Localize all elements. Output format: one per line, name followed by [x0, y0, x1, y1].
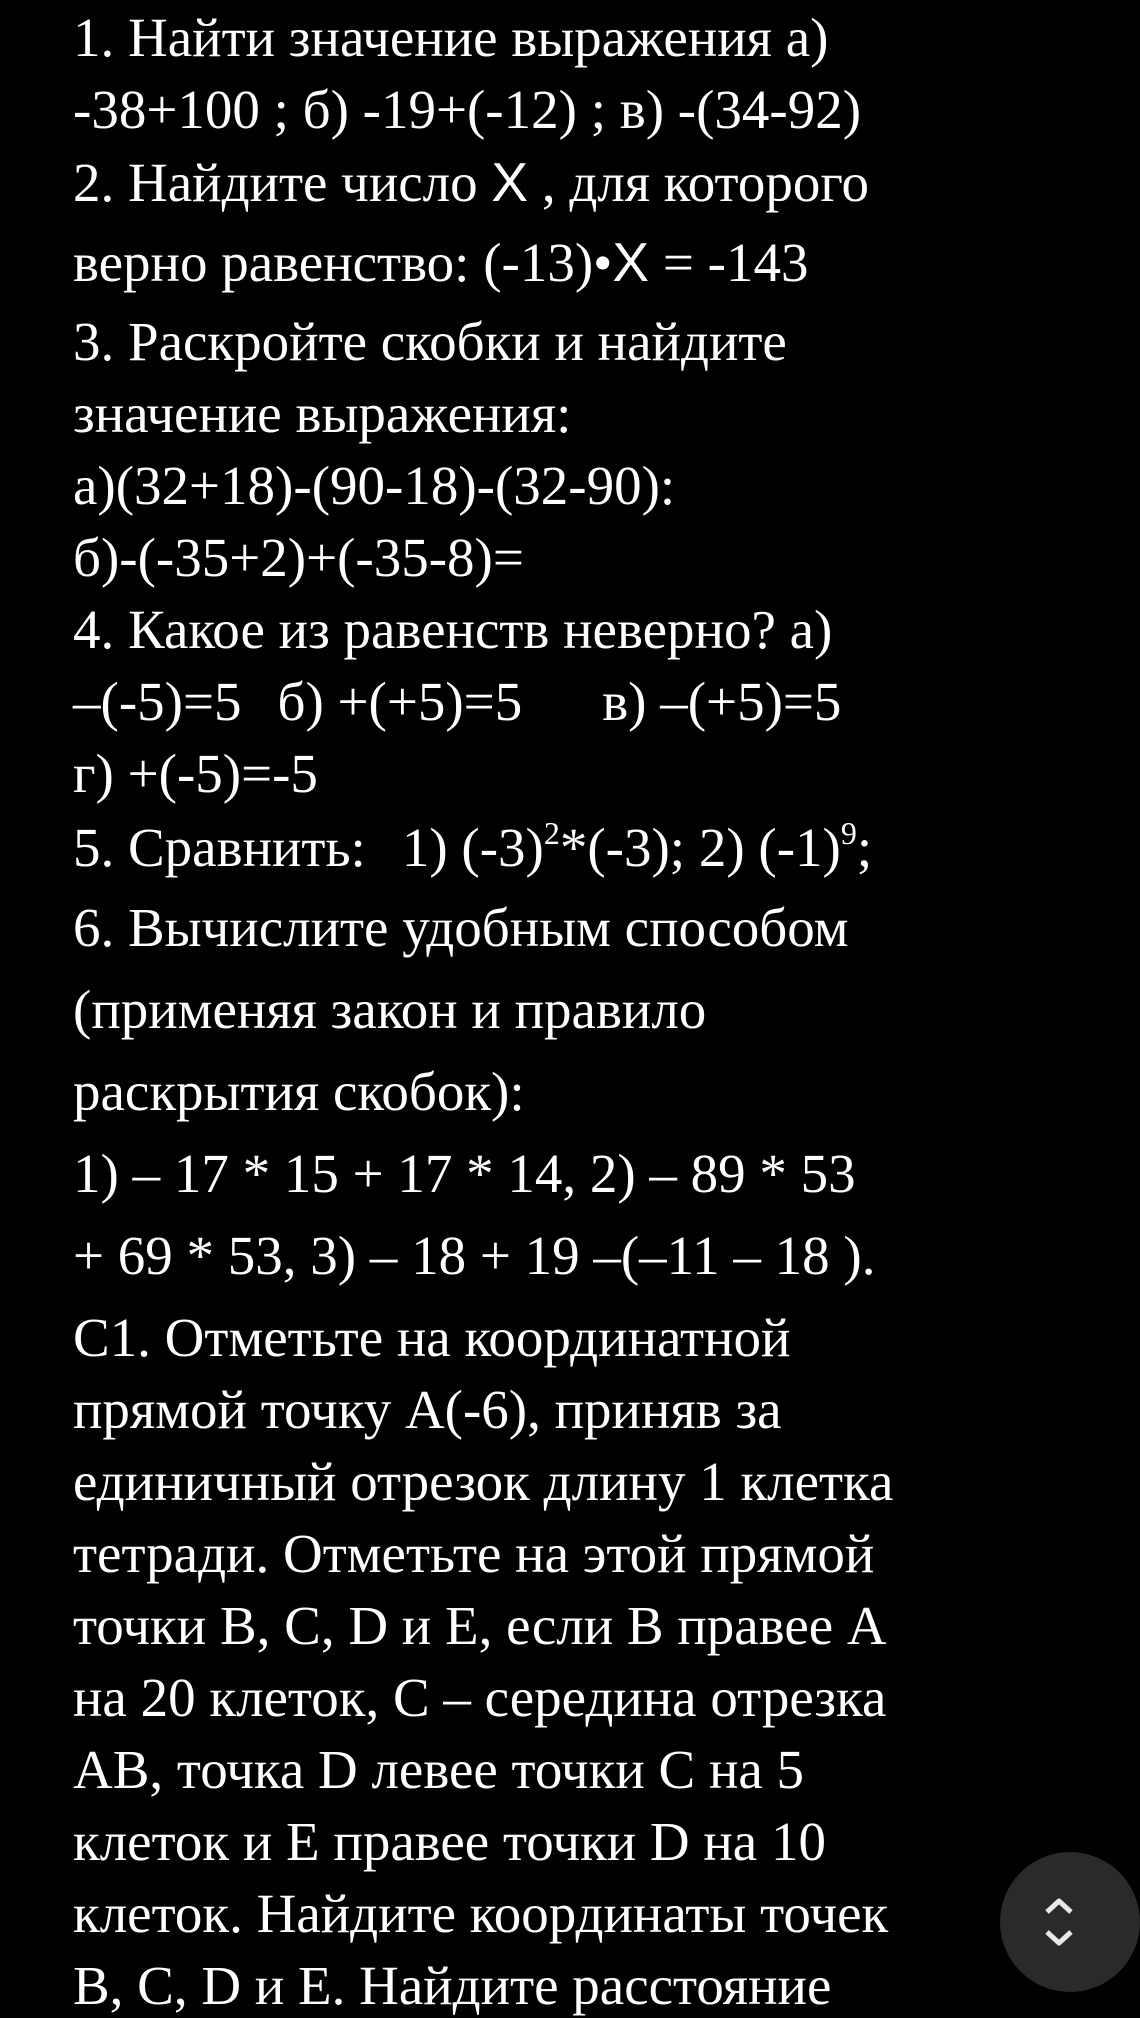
task-1-line-2: -38+100 ; б) -19+(-12) ; в) -(34-92): [73, 79, 862, 140]
exponent-2: 2: [543, 815, 560, 851]
task-c1-line-4: тетради. Отметьте на этой прямой: [73, 1523, 875, 1584]
task-5-part-3: ;: [856, 817, 873, 878]
task-5-line: [73, 816, 872, 887]
task-2-text-c: верно равенство: (-13)•: [73, 232, 613, 293]
task-5-part-1: 1) (-3): [401, 817, 544, 878]
task-c1-line-1: С1. Отметьте на координатной: [73, 1307, 791, 1368]
task-4-line-2: [73, 670, 841, 734]
task-6-line-2: (применяя закон и правило: [73, 979, 707, 1040]
exponent-9: 9: [840, 815, 857, 851]
scroll-toggle-button[interactable]: [1000, 1852, 1140, 1992]
variable-x: X: [612, 231, 650, 293]
task-6-line-5: + 69 * 53, 3) – 18 + 19 –(–11 – 18 ).: [73, 1225, 876, 1286]
task-1-line-1: 1. Найти значение выражения а): [73, 7, 829, 68]
task-2-text-a: 2. Найдите число: [73, 152, 492, 213]
task-5-label: 5. Сравнить:: [73, 817, 366, 878]
task-c1-line-10: В, С, D и Е. Найдите расстояние: [73, 1955, 832, 2016]
task-c1-line-9: клеток. Найдите координаты точек: [73, 1883, 889, 1944]
chevron-up-icon: [1044, 1897, 1074, 1915]
task-4-option-c: в) –(+5)=5: [602, 671, 842, 732]
task-2-text-d: = -143: [649, 232, 809, 293]
task-c1-line-3: единичный отрезок длину 1 клетка: [73, 1451, 894, 1512]
task-4-line-1: 4. Какое из равенств неверно? а): [73, 599, 833, 660]
task-4-option-a: –(-5)=5: [73, 671, 242, 732]
task-4-option-b: б) +(+5)=5: [277, 671, 523, 732]
task-2-text-b: , для которого: [528, 152, 870, 213]
task-c1-line-6: на 20 клеток, С – середина отрезка: [73, 1667, 887, 1728]
task-5-part-2: *(-3); 2) (-1): [559, 817, 841, 878]
task-3-line-1: 3. Раскройте скобки и найдите: [73, 311, 787, 372]
task-2-line-1: [73, 150, 869, 215]
task-3-line-2: значение выражения:: [73, 383, 572, 444]
task-4-line-3: г) +(-5)=-5: [73, 743, 318, 804]
task-6-line-1: 6. Вычислите удобным способом: [73, 897, 849, 958]
task-3-line-3: а)(32+18)-(90-18)-(32-90):: [73, 455, 676, 516]
variable-x: X: [491, 151, 529, 213]
chevron-down-icon: [1044, 1929, 1074, 1947]
task-c1-line-8: клеток и Е правее точки D на 10: [73, 1811, 826, 1872]
task-2-line-2: [73, 230, 808, 295]
task-c1-line-5: точки В, С, D и Е, если В правее А: [73, 1595, 887, 1656]
task-c1-line-7: АВ, точка D левее точки С на 5: [73, 1739, 805, 1800]
task-6-line-3: раскрытия скобок):: [73, 1061, 525, 1122]
task-c1-line-2: прямой точку А(-6), приняв за: [73, 1379, 782, 1440]
task-6-line-4: 1) – 17 * 15 + 17 * 14, 2) – 89 * 53: [73, 1143, 856, 1204]
task-3-line-4: б)-(-35+2)+(-35-8)=: [73, 527, 524, 588]
